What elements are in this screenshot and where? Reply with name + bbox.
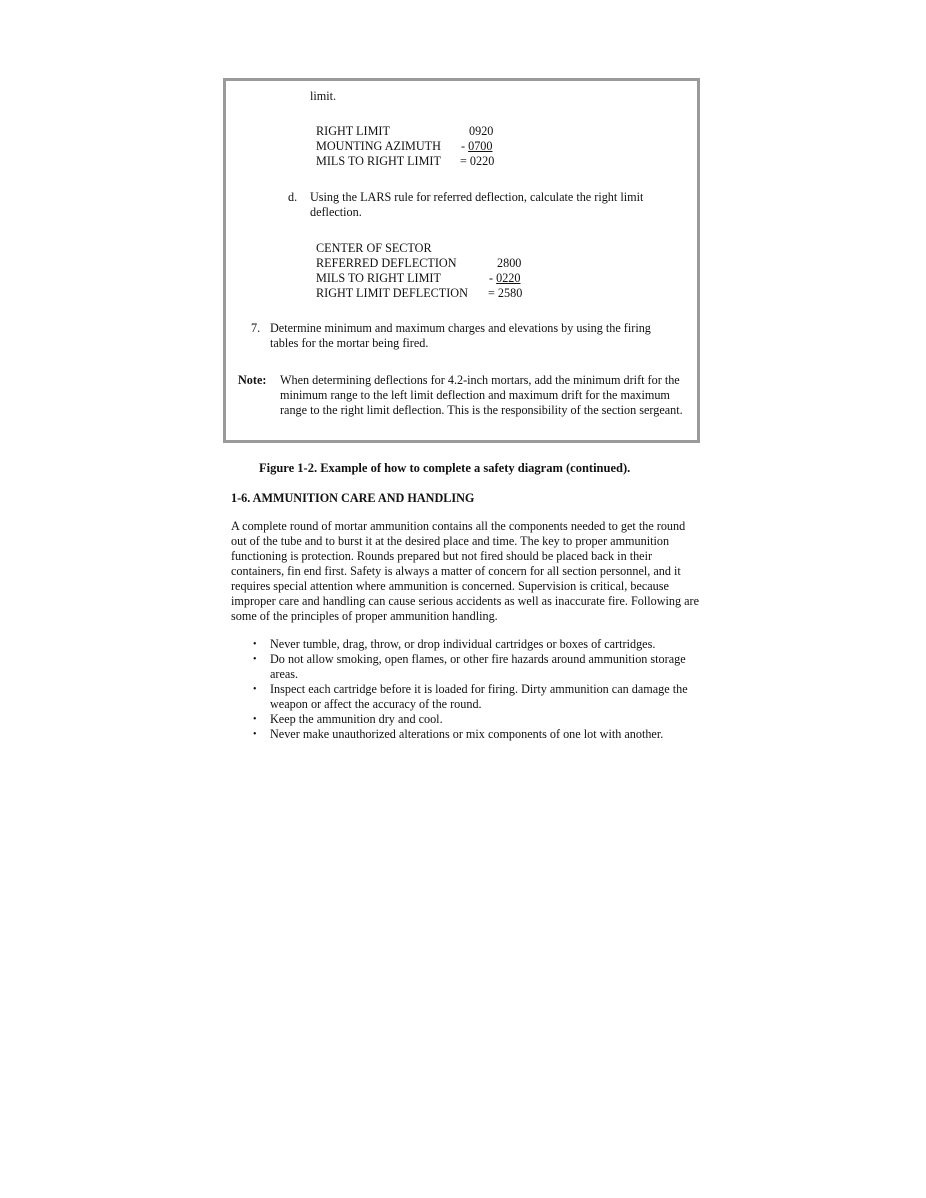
- list-item: [253, 652, 713, 682]
- intro-fragment: limit.: [310, 89, 337, 103]
- bullet-icon: •: [253, 729, 257, 740]
- calc-row: [316, 286, 546, 301]
- bullet-icon: •: [253, 714, 257, 725]
- figure-frame: [223, 78, 700, 443]
- list-item: [253, 712, 713, 727]
- note-text: When determining deflections for 4.2-inch mortars, add the minimum drift for the minimum range to the left limit deflection and maximum drift for the maximum range to the right limit deflection. This is the responsibility of the section sergeant.: [280, 373, 683, 417]
- calc-value: = 0220: [460, 154, 495, 168]
- minus-sign: -: [461, 139, 469, 153]
- handling-bullet-list: [253, 637, 713, 742]
- note-label: Note:: [238, 373, 267, 387]
- calc-row: [316, 256, 546, 271]
- list-item-text: Never make unauthorized alterations or mix components of one lot with another.: [270, 727, 664, 741]
- figure-caption: Figure 1-2. Example of how to complete a safety diagram (continued).: [259, 461, 631, 475]
- calc-label: MOUNTING AZIMUTH: [316, 139, 441, 153]
- bullet-icon: •: [253, 684, 257, 695]
- list-item: [253, 727, 713, 742]
- bullet-icon: •: [253, 639, 257, 650]
- calc-label: RIGHT LIMIT DEFLECTION: [316, 286, 468, 300]
- list-item-text: Inspect each cartridge before it is loaded for firing. Dirty ammunition can damage the weapon or affect the accuracy of the round.: [270, 682, 688, 711]
- list-item-text: Keep the ammunition dry and cool.: [270, 712, 443, 726]
- calc-label: MILS TO RIGHT LIMIT: [316, 154, 441, 168]
- calc-label: CENTER OF SECTOR: [316, 241, 432, 255]
- step-7-marker: 7.: [251, 321, 261, 335]
- calc-value: [461, 139, 492, 154]
- calc-label: REFERRED DEFLECTION: [316, 256, 457, 270]
- calc-row: [316, 154, 516, 169]
- body-paragraph: A complete round of mortar ammunition contains all the components needed to get the round out of the tube and to burst it at the desired place and time. The key to proper ammunition functioning is protection. Rounds prepared but not fired should be placed back in their containers, fin end first. Safety is always a matter of concern for all section personnel, and it requires special attention where ammunition is concerned. Supervision is critical, because improper care and handling can cause serious accidents as well as inaccurate fire. Following are some of the principles of proper ammunition handling.: [231, 519, 700, 623]
- list-item: [253, 637, 713, 652]
- calc-label: RIGHT LIMIT: [316, 124, 390, 138]
- calc-row: [316, 139, 516, 154]
- calc-row: [316, 271, 546, 286]
- section-heading: 1-6. AMMUNITION CARE AND HANDLING: [231, 491, 475, 505]
- step-d-marker: d.: [288, 190, 298, 204]
- list-item-text: Do not allow smoking, open flames, or other fire hazards around ammunition storage areas.: [270, 652, 686, 681]
- calc-value: = 2580: [488, 286, 523, 300]
- list-item-text: Never tumble, drag, throw, or drop individual cartridges or boxes of cartridges.: [270, 637, 656, 651]
- calc-row: [316, 241, 546, 256]
- calc-label: MILS TO RIGHT LIMIT: [316, 271, 441, 285]
- subtrahend: 0220: [496, 271, 521, 285]
- subtrahend: 0700: [468, 139, 493, 153]
- minus-sign: -: [489, 271, 497, 285]
- step-d-text: Using the LARS rule for referred deflection, calculate the right limit deflection.: [310, 190, 644, 219]
- step-7-text: Determine minimum and maximum charges and elevations by using the firing tables for the mortar being fired.: [270, 321, 651, 350]
- calc-value: 0920: [469, 124, 494, 138]
- list-item: [253, 682, 713, 712]
- calc-value: 2800: [497, 256, 522, 270]
- calc-row: [316, 124, 516, 139]
- bullet-icon: •: [253, 654, 257, 665]
- calc-value: [489, 271, 520, 286]
